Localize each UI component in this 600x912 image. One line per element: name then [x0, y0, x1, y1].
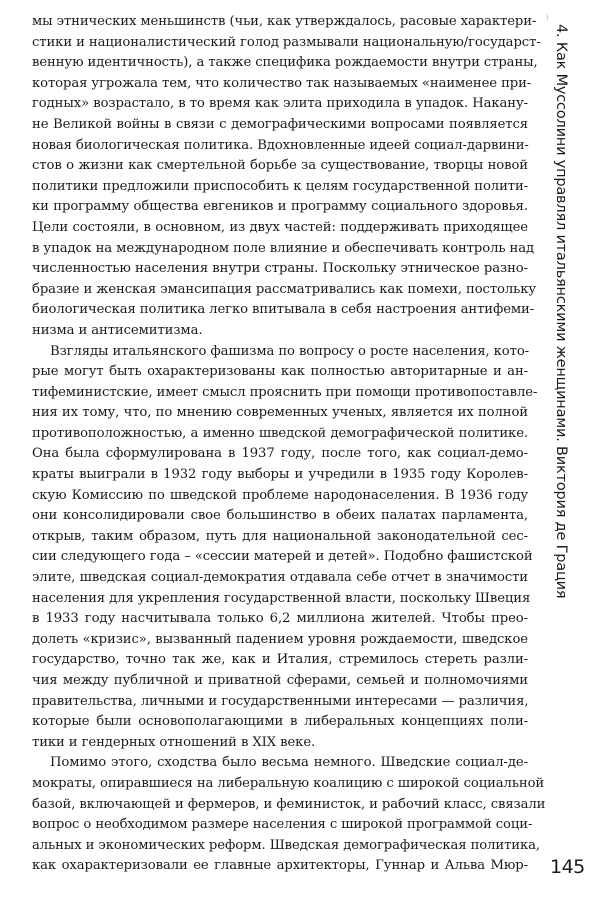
text-line: которые были основополагающими в либеральных концепциях поли- [32, 714, 528, 730]
text-line: новая биологическая политика. Вдохновленные идеей социал-дарвини- [32, 137, 529, 153]
text-line: в упадок на международном поле влияние и обеспечивать контроль над [32, 240, 535, 256]
text-line: скую Комиссию по шведской проблеме народонаселения. В 1936 году [32, 487, 528, 503]
text-line: не Великой войны в связи с демографическими вопросами появляется [32, 116, 528, 132]
text-line: сии следующего года – «сессии матерей и детей». Подобно фашистской [32, 549, 533, 565]
text-line: как охарактеризовали ее главные архитекторы, Гуннар и Альва Мюр- [32, 858, 528, 874]
text-line: правительства, личными и государственными интересами — различия, [32, 693, 529, 709]
text-line: политики предложили приспособить к целям государственной полити- [32, 178, 528, 194]
text-line: биологическая политика легко впитывала в себя настроения антифеми- [32, 302, 535, 318]
text-line: мократы, опиравшиеся на либеральную коалицию с широкой социальной [32, 775, 545, 791]
text-line: они консолидировали свое большинство в обеих палатах парламента, [32, 508, 528, 524]
paragraph-2 [32, 342, 538, 754]
text-line: государство, точно так же, как и Италия, стремилось стереть разли- [32, 652, 528, 668]
page-number: 145 [550, 856, 585, 878]
text-line: ки программу общества евгеников и программу социального здоровья. [32, 199, 528, 215]
text-line: низма и антисемитизма. [32, 322, 203, 338]
text-line: открыв, таким образом, путь для национальной законодательной сес- [32, 528, 528, 544]
text-line: долеть «кризис», вызванный падением уровня рождаемости, шведское [32, 631, 528, 647]
text-line: в 1933 году насчитывала только 6,2 миллиона жителей. Чтобы прео- [32, 611, 528, 627]
paragraph-3 [32, 753, 546, 877]
text-line: противоположностью, а именно шведской демографической политике. [32, 425, 528, 441]
text-line: элите, шведская социал-демократия отдавала себе отчет в значимости [32, 570, 528, 586]
text-line: венную идентичность), а также специфика рождаемости внутри страны, [32, 55, 538, 71]
text-line: Помимо этого, сходства было весьма немного. Шведские социал-де- [50, 755, 528, 771]
text-line: ния их тому, что, по мнению современных ученых, является их полной [32, 405, 528, 421]
text-line: краты выиграли в 1932 году выборы и учредили в 1935 году Королев- [32, 467, 528, 483]
text-line: численностью населения внутри страны. Поскольку этническое разно- [32, 261, 528, 277]
text-line: Взгляды итальянского фашизма по вопросу о росте населения, кото- [50, 343, 530, 359]
body-text [32, 12, 546, 877]
text-line: населения для укрепления государственной власти, поскольку Швеция [32, 590, 531, 606]
text-line: которая угрожала тем, что количество так называемых «наименее при- [32, 75, 532, 91]
text-line: Цели состояли, в основном, из двух частей: поддерживать приходящее [32, 219, 528, 235]
text-line: тифеминистские, имеет смысл прояснить при помощи противопоставле- [32, 384, 538, 400]
text-line: тики и гендерных отношений в XIX веке. [32, 734, 316, 750]
margin-rule [547, 14, 548, 20]
text-line: вопрос о необходимом размере населения с широкой программой соци- [32, 817, 533, 833]
text-line: стов о жизни как смертельной борьбе за существование, творцы новой [32, 158, 528, 174]
text-line: альных и экономических реформ. Шведская демографическая политика, [32, 837, 540, 853]
text-line: стики и националистический голод размывали национальную/государст- [32, 34, 541, 50]
text-line: мы этнических меньшинств (чьи, как утверждалось, расовые характери- [32, 14, 537, 29]
paragraph-1 [32, 12, 541, 342]
text-line: бразие и женская эмансипация рассматривались как помехи, постольку [32, 281, 537, 297]
text-line: рые могут быть охарактеризованы как полностью авторитарные и ан- [32, 364, 528, 380]
text-line: чия между публичной и приватной сферами, семьей и полномочиями [32, 673, 528, 688]
text-line: Она была сформулирована в 1937 году, после того, как социал-демо- [32, 446, 528, 462]
running-header-text: 4. Как Муссолини управлял итальянскими женщинами. Виктория де Грация [553, 24, 569, 599]
running-header [549, 24, 575, 724]
text-line: годных» возрастало, в то время как элита приходила в упадок. Накану- [32, 96, 528, 112]
text-line: базой, включающей и фермеров, и феминисток, и рабочий класс, связали [32, 796, 546, 812]
